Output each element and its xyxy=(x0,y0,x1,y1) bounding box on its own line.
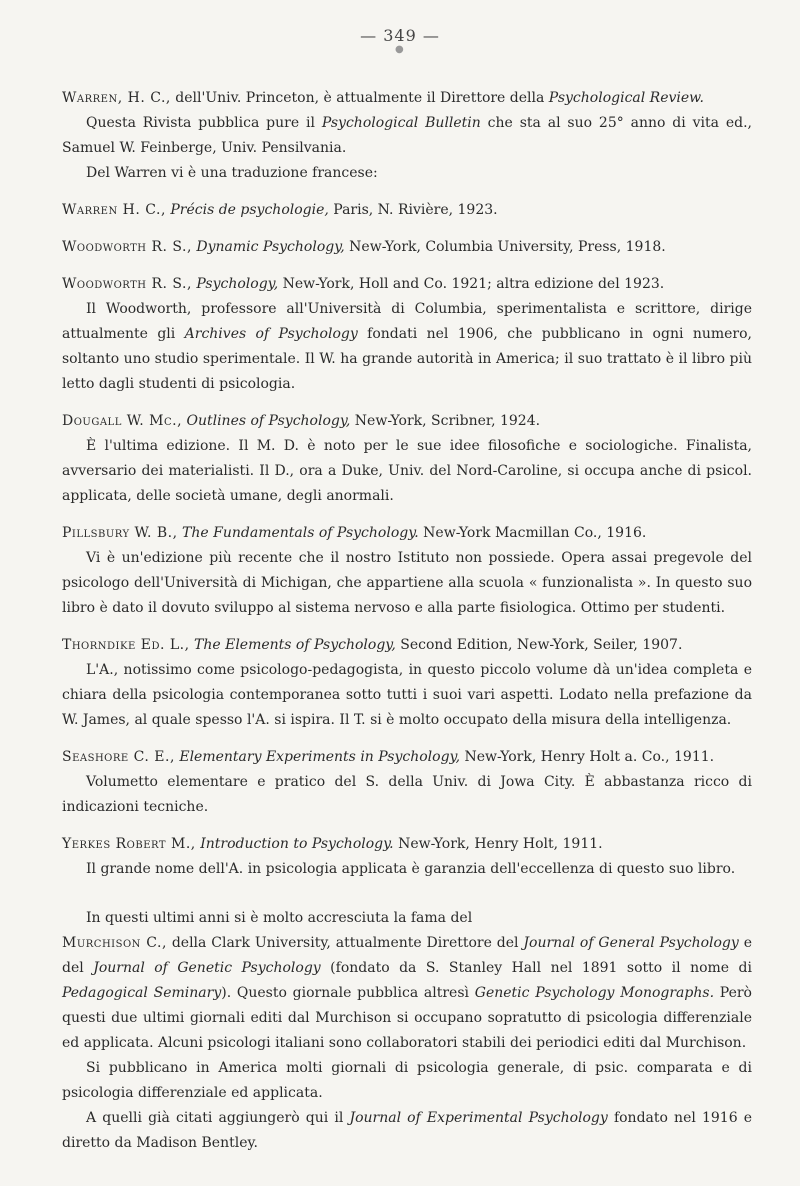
citation: Dougall W. Mc., Outlines of Psychology, New-York, Scribner, 1924. xyxy=(62,413,541,429)
description: Il Woodworth, professore all'Università di Columbia, sperimentalista e scrittore, dirige attualmente gli Archives of Psychology fondati nel 1906, che pubblicano in ogni numero, soltanto uno studio sperimentale. Il W. ha grande autorità in America; il suo trattato è il libro più letto dagli studenti di psicologia. xyxy=(62,301,752,392)
description: Del Warren vi è una traduzione francese: xyxy=(86,165,378,181)
citation: Thorndike Ed. L., The Elements of Psychology, Second Edition, New-York, Seiler, 1907. xyxy=(62,637,683,653)
description: Questa Rivista pubblica pure il Psychological Bulletin che sta al suo 25° anno di vita ed., Samuel W. Feinberge, Univ. Pensilvania. xyxy=(62,115,752,156)
citation: Warren H. C., Précis de psychologie, Paris, N. Rivière, 1923. xyxy=(62,202,498,218)
closing-paragraph: In questi ultimi anni si è molto accresciuta la fama del Murchison C., della Clark University, attualmente Direttore del Journal of General Psychology e del Journal of Genetic Psychology (fondato da S. Stanley Hall nel 1891 sotto il nome di Pedagogical Seminary). Questo giornale pubblica altresì Genetic Psychology Monographs. Però questi due ultimi giornali editi dal Murchison si occupano sopratutto di psicologia differenziale ed applicata. Alcuni psicologi italiani sono collaboratori stabili dei periodici editi dal Murchison. xyxy=(62,910,752,1051)
author: Woodworth R. S., xyxy=(62,239,192,255)
description: Vi è un'edizione più recente che il nostro Istituto non possiede. Opera assai pregevole del psicologo dell'Università di Michigan, che appartiene alla scuola « funzionalista ». In questo suo libro è dato il dovuto sviluppo al sistema nervoso e alla parte fisiologica. Ottimo per studenti. xyxy=(62,550,752,616)
page-number: — 349 — xyxy=(360,26,440,45)
work-title: The Elements of Psychology, xyxy=(194,637,396,653)
closing-paragraph: A quelli già citati aggiungerò qui il Journal of Experimental Psychology fondato nel 1916 e diretto da Madison Bentley. xyxy=(62,1110,753,1151)
description: Il grande nome dell'A. in psicologia applicata è garanzia dell'eccellenza di questo suo libro. xyxy=(86,861,736,877)
author: Woodworth R. S., xyxy=(62,276,192,292)
citation: Warren, H. C., dell'Univ. Princeton, è attualmente il Direttore della Psychological Review. xyxy=(62,90,704,106)
work-title: Outlines of Psychology, xyxy=(186,413,351,429)
bibliography-entry xyxy=(62,235,752,260)
bibliography-entry xyxy=(62,633,752,733)
citation: Woodworth R. S., Dynamic Psychology, New-York, Columbia University, Press, 1918. xyxy=(62,239,666,255)
author: Yerkes Robert M., xyxy=(62,836,196,852)
description: È l'ultima edizione. Il M. D. è noto per le sue idee filosofiche e sociologiche. Finalista, avversario dei materialisti. Il D., ora a Duke, Univ. del Nord-Caroline, si occupa anche di psicol. applicata, delle società umane, degli anormali. xyxy=(62,438,752,504)
citation: Woodworth R. S., Psychology, New-York, Holl and Co. 1921; altra edizione del 1923. xyxy=(62,276,665,292)
citation: Pillsbury W. B., The Fundamentals of Psychology. New-York Macmillan Co., 1916. xyxy=(62,525,647,541)
citation: Yerkes Robert M., Introduction to Psychology. New-York, Henry Holt, 1911. xyxy=(62,836,603,852)
work-title: Dynamic Psychology, xyxy=(196,239,345,255)
page-body xyxy=(62,86,752,1156)
bibliography-entry xyxy=(62,86,752,186)
bibliography-entry xyxy=(62,409,752,509)
author: Dougall W. Mc., xyxy=(62,413,183,429)
author: Pillsbury W. B., xyxy=(62,525,178,541)
author: Warren, H. C., xyxy=(62,90,171,106)
work-title: Précis de psychologie, xyxy=(170,202,329,218)
bibliography-entry xyxy=(62,521,752,621)
closing-paragraph: Si pubblicano in America molti giornali di psicologia generale, di psic. comparata e di psicologia differenziale ed applicata. xyxy=(62,1060,752,1101)
author: Murchison C., xyxy=(62,935,167,951)
work-title: Elementary Experiments in Psychology, xyxy=(179,749,461,765)
ink-spot: ● xyxy=(395,44,404,55)
author: Thorndike Ed. L., xyxy=(62,637,190,653)
description: Volumetto elementare e pratico del S. della Univ. di Jowa City. È abbastanza ricco di indicazioni tecniche. xyxy=(62,774,752,815)
work-title: Psychology, xyxy=(196,276,279,292)
author: Seashore C. E., xyxy=(62,749,175,765)
bibliography-entry xyxy=(62,832,752,882)
bibliography-entry xyxy=(62,745,752,820)
work-title: The Fundamentals of Psychology. xyxy=(182,525,419,541)
bibliography-entry xyxy=(62,272,752,397)
work-title: Introduction to Psychology. xyxy=(200,836,394,852)
description: L'A., notissimo come psicologo-pedagogista, in questo piccolo volume dà un'idea completa e chiara della psicologia contemporanea sotto tutti i suoi vari aspetti. Lodato nella prefazione da W. James, al quale spesso l'A. si ispira. Il T. si è molto occupato della misura della intelligenza. xyxy=(62,662,752,728)
citation: Seashore C. E., Elementary Experiments in Psychology, New-York, Henry Holt a. Co., 1911. xyxy=(62,749,715,765)
work-title: Psychological Review. xyxy=(548,90,704,106)
author: Warren H. C., xyxy=(62,202,166,218)
bibliography-entry xyxy=(62,198,752,223)
